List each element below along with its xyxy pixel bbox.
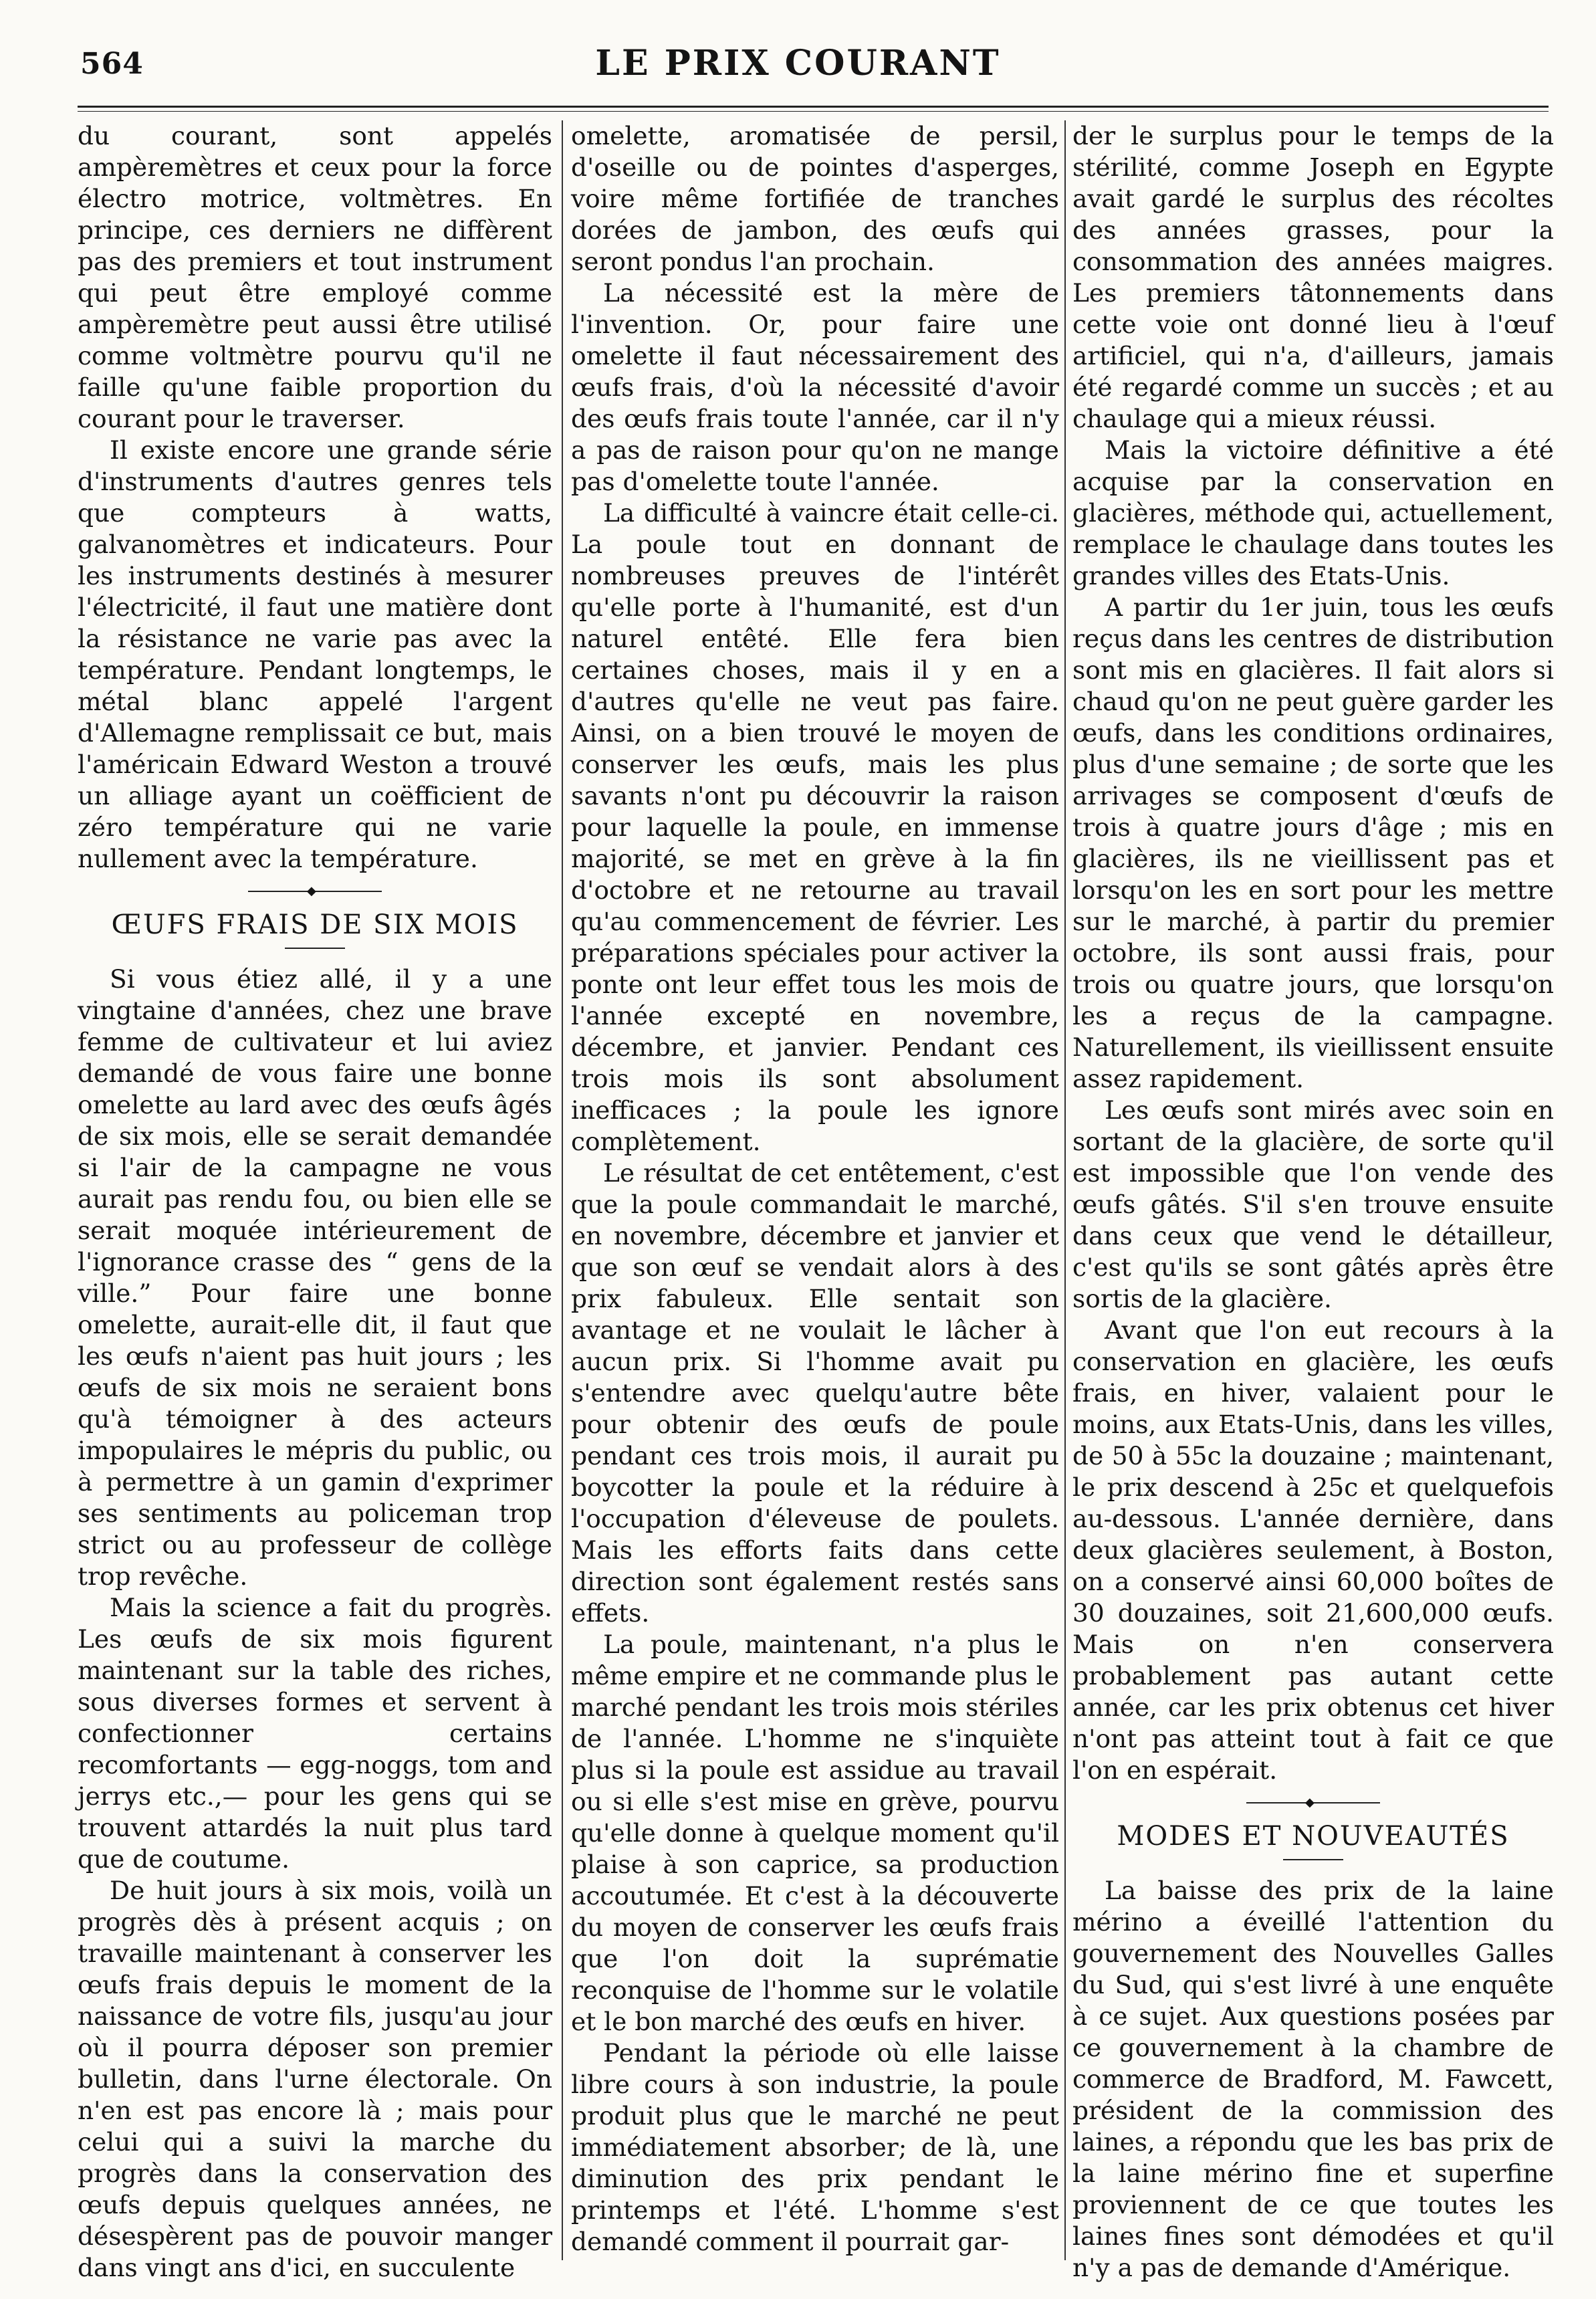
paragraph: du courant, sont appelés ampèremètres et ceux pour la force électro motrice, voltmètres. En principe, ces derniers ne diffèrent pas des premiers et tout instrument qui peut être employé comme ampèremètre peut aussi être utilisé comme voltmètre pourvu qu'il ne faille qu'une faible proportion du courant pour le traverser. <box>78 121 552 433</box>
paragraph: Avant que l'on eut recours à la conservation en glacière, les œufs frais, en hiver, valaient pour le moins, aux Etats-Unis, dans les villes, de 50 à 55c la douzaine ; maintenant, le prix descend à 25c et quelquefois au-dessous. L'année dernière, dans deux glacières seulement, à Boston, on a conservé ainsi 60,000 boîtes de 30 douzaines, soit 21,600,000 œufs. Mais on n'en conservera probablement pas autant cette année, car les prix obtenus cet hiver n'ont pas atteint tout à fait ce que l'on en espérait. <box>1072 1315 1554 1785</box>
paragraph: Les œufs sont mirés avec soin en sortant de la glacière, de sorte qu'il est impossible que l'on vende des œufs gâtés. S'il s'en trouve ensuite dans ceux que vend le détailleur, c'est qu'ils se sont gâtés après être sortis de la glacière. <box>1072 1095 1554 1313</box>
ornament-icon: ◆ <box>307 884 316 898</box>
header-rule-thin <box>78 111 1549 112</box>
paragraph: der le surplus pour le temps de la stérilité, comme Joseph en Egypte avait gardé le surplus des récoltes des années grasses, pour la consommation des années maigres. Les premiers tâtonnements dans cette voie ont donné lieu à l'œuf artificiel, qui n'a, d'ailleurs, jamais été regardé comme un succès ; et au chaulage qui a mieux réussi. <box>1072 121 1554 433</box>
article-heading: ŒUFS FRAIS DE SIX MOIS <box>111 909 519 940</box>
page-number: 564 <box>80 47 144 81</box>
column-2 <box>571 120 1059 2260</box>
paragraph: La difficulté à vaincre était celle-ci. La poule tout en donnant de nombreuses preuves de l'intérêt qu'elle porte à l'humanité, est d'un naturel entêté. Elle fera bien certaines choses, mais il y en a d'autres qu'elle ne veut pas faire. Ainsi, on a bien trouvé le moyen de conserver les œufs, mais les plus savants n'ont pu découvrir la raison pour laquelle la poule, en immense majorité, se met en grève à la fin d'octobre et ne retourne au travail qu'au commencement de février. Les préparations spéciales pour activer la ponte ont leur effet tous les mois de l'année excepté en novembre, décembre, et janvier. Pendant ces trois mois ils sont absolument inefficaces ; la poule les ignore complètement. <box>571 498 1059 1156</box>
paragraph: De huit jours à six mois, voilà un progrès dès à présent acquis ; on travaille maintenant à conserver les œufs frais depuis le moment de la naissance de votre fils, jusqu'au jour où il pourra déposer son premier bulletin, dans l'urne électorale. On n'en est pas encore là ; mais pour celui qui a suivi la marche du progrès dans la conservation des œufs depuis quelques années, ne désespèrent pas de pouvoir manger dans vingt ans d'ici, en succulente <box>78 1876 552 2282</box>
header-rule <box>78 106 1549 108</box>
paragraph: A partir du 1er juin, tous les œufs reçus dans les centres de distribution sont mis en glacières. Il fait alors si chaud qu'on ne peut guère garder les œufs, dans les conditions ordinaires, plus d'une semaine ; de sorte que les arrivages se composent d'œufs de trois à quatre jours d'âge ; mis en glacières, ils ne vieillissent pas et lorsqu'on les en sort pour les mettre sur le marché, à partir du premier octobre, ils sont aussi frais, pour trois ou quatre jours, que lorsqu'on les a reçus de la campagne. Naturellement, ils vieillissent ensuite assez rapidement. <box>1072 592 1554 1093</box>
column-1 <box>78 120 552 2282</box>
column-divider <box>1064 120 1066 2260</box>
journal-title: LE PRIX COURANT <box>595 43 1001 84</box>
heading-rule <box>1283 1859 1343 1860</box>
page-header <box>0 0 1596 94</box>
article-heading: MODES ET NOUVEAUTÉS <box>1117 1821 1510 1852</box>
paragraph: La baisse des prix de la laine mérino a éveillé l'attention du gouvernement des Nouvelles Galles du Sud, qui s'est livré à une enquête à ce sujet. Aux questions posées par ce gouvernement à la chambre de commerce de Bradford, M. Fawcett, président de la commission des laines, a répondu que les bas prix de la laine mérino fine et superfine proviennent de ce que toutes les laines fines sont démodées et qu'il n'y a pas de demande d'Amérique. <box>1072 1876 1554 2282</box>
ornament-icon: ◆ <box>1305 1795 1315 1810</box>
paragraph: Pendant la période où elle laisse libre cours à son industrie, la poule produit plus que le marché ne peut immédiatement absorber; de là, une diminution des prix pendant le printemps et l'été. L'homme s'est demandé comment il pourrait gar- <box>571 2038 1059 2256</box>
paragraph: La poule, maintenant, n'a plus le même empire et ne commande plus le marché pendant les trois mois stériles de l'année. L'homme ne s'inquiète plus si la poule est assidue au travail ou si elle s'est mise en grève, pourvu qu'elle donne à quelque moment qu'il plaise à son caprice, sa production accoutumée. Et c'est à la découverte du moyen de conserver les œufs frais que l'on doit la suprématie reconquise de l'homme sur le volatile et le bon marché des œufs en hiver. <box>571 1630 1059 2036</box>
paragraph: Si vous étiez allé, il y a une vingtaine d'années, chez une brave femme de cultivateur et lui aviez demandé de vous faire une bonne omelette au lard avec des œufs âgés de six mois, elle se serait demandée si l'air de la campagne ne vous aurait pas rendu fou, ou bien elle se serait moquée intérieurement de l'ignorance crasse des “ gens de la ville.” Pour faire une bonne omelette, aurait-elle dit, il faut que les œufs n'aient pas huit jours ; les œufs de six mois ne seraient bons qu'à témoigner à des acteurs impopulaires le mépris du public, ou à permettre à un gamin d'exprimer ses sentiments au policeman trop strict ou au professeur de collège trop revêche. <box>78 964 552 1591</box>
paragraph: Mais la science a fait du progrès. Les œufs de six mois figurent maintenant sur la table des riches, sous diverses formes et servent à confectionner certains recomfortants — egg-noggs, tom and jerrys etc.,— pour les gens qui se trouvent attardés la nuit plus tard que de coutume. <box>78 1593 552 1874</box>
paragraph: Le résultat de cet entêtement, c'est que la poule commandait le marché, en novembre, décembre et janvier et que son œuf se vendait alors à des prix fabuleux. Elle sentait son avantage et ne voulait le lâcher à aucun prix. Si l'homme avait pu s'entendre avec quelqu'autre bête pour obtenir des œufs de poule pendant ces trois mois, il aurait pu boycotter la poule et la réduire à l'occupation d'éleveuse de poulets. Mais les efforts faits dans cette direction sont également restés sans effets. <box>571 1158 1059 1628</box>
heading-rule <box>285 948 345 949</box>
section-divider <box>1246 1795 1380 1810</box>
paragraph: Il existe encore une grande série d'instruments d'autres genres tels que compteurs à watts, galvanomètres et indicateurs. Pour les instruments destinés à mesurer l'électricité, il faut une matière dont la résistance ne varie pas avec la température. Pendant longtemps, le métal blanc appelé l'argent d'Allemagne remplissait ce but, mais l'américain Edward Weston a trouvé un alliage ayant un coëfficient de zéro température qui ne varie nullement avec la température. <box>78 435 552 873</box>
column-divider <box>562 120 563 2260</box>
paragraph: Mais la victoire définitive a été acquise par la conservation en glacières, méthode qui, actuellement, remplace le chaulage dans toutes les grandes villes des Etats-Unis. <box>1072 435 1554 590</box>
section-divider <box>248 884 382 898</box>
paragraph: omelette, aromatisée de persil, d'oseille ou de pointes d'asperges, voire même fortifiée de tranches dorées de jambon, des œufs qui seront pondus l'an prochain. <box>571 121 1059 276</box>
paragraph: La nécessité est la mère de l'invention. Or, pour faire une omelette il faut nécessairement des œufs frais, d'où la nécessité d'avoir des œufs frais toute l'année, car il n'y a pas de raison pour qu'on ne mange pas d'omelette toute l'année. <box>571 278 1059 496</box>
column-3 <box>1072 120 1554 2282</box>
